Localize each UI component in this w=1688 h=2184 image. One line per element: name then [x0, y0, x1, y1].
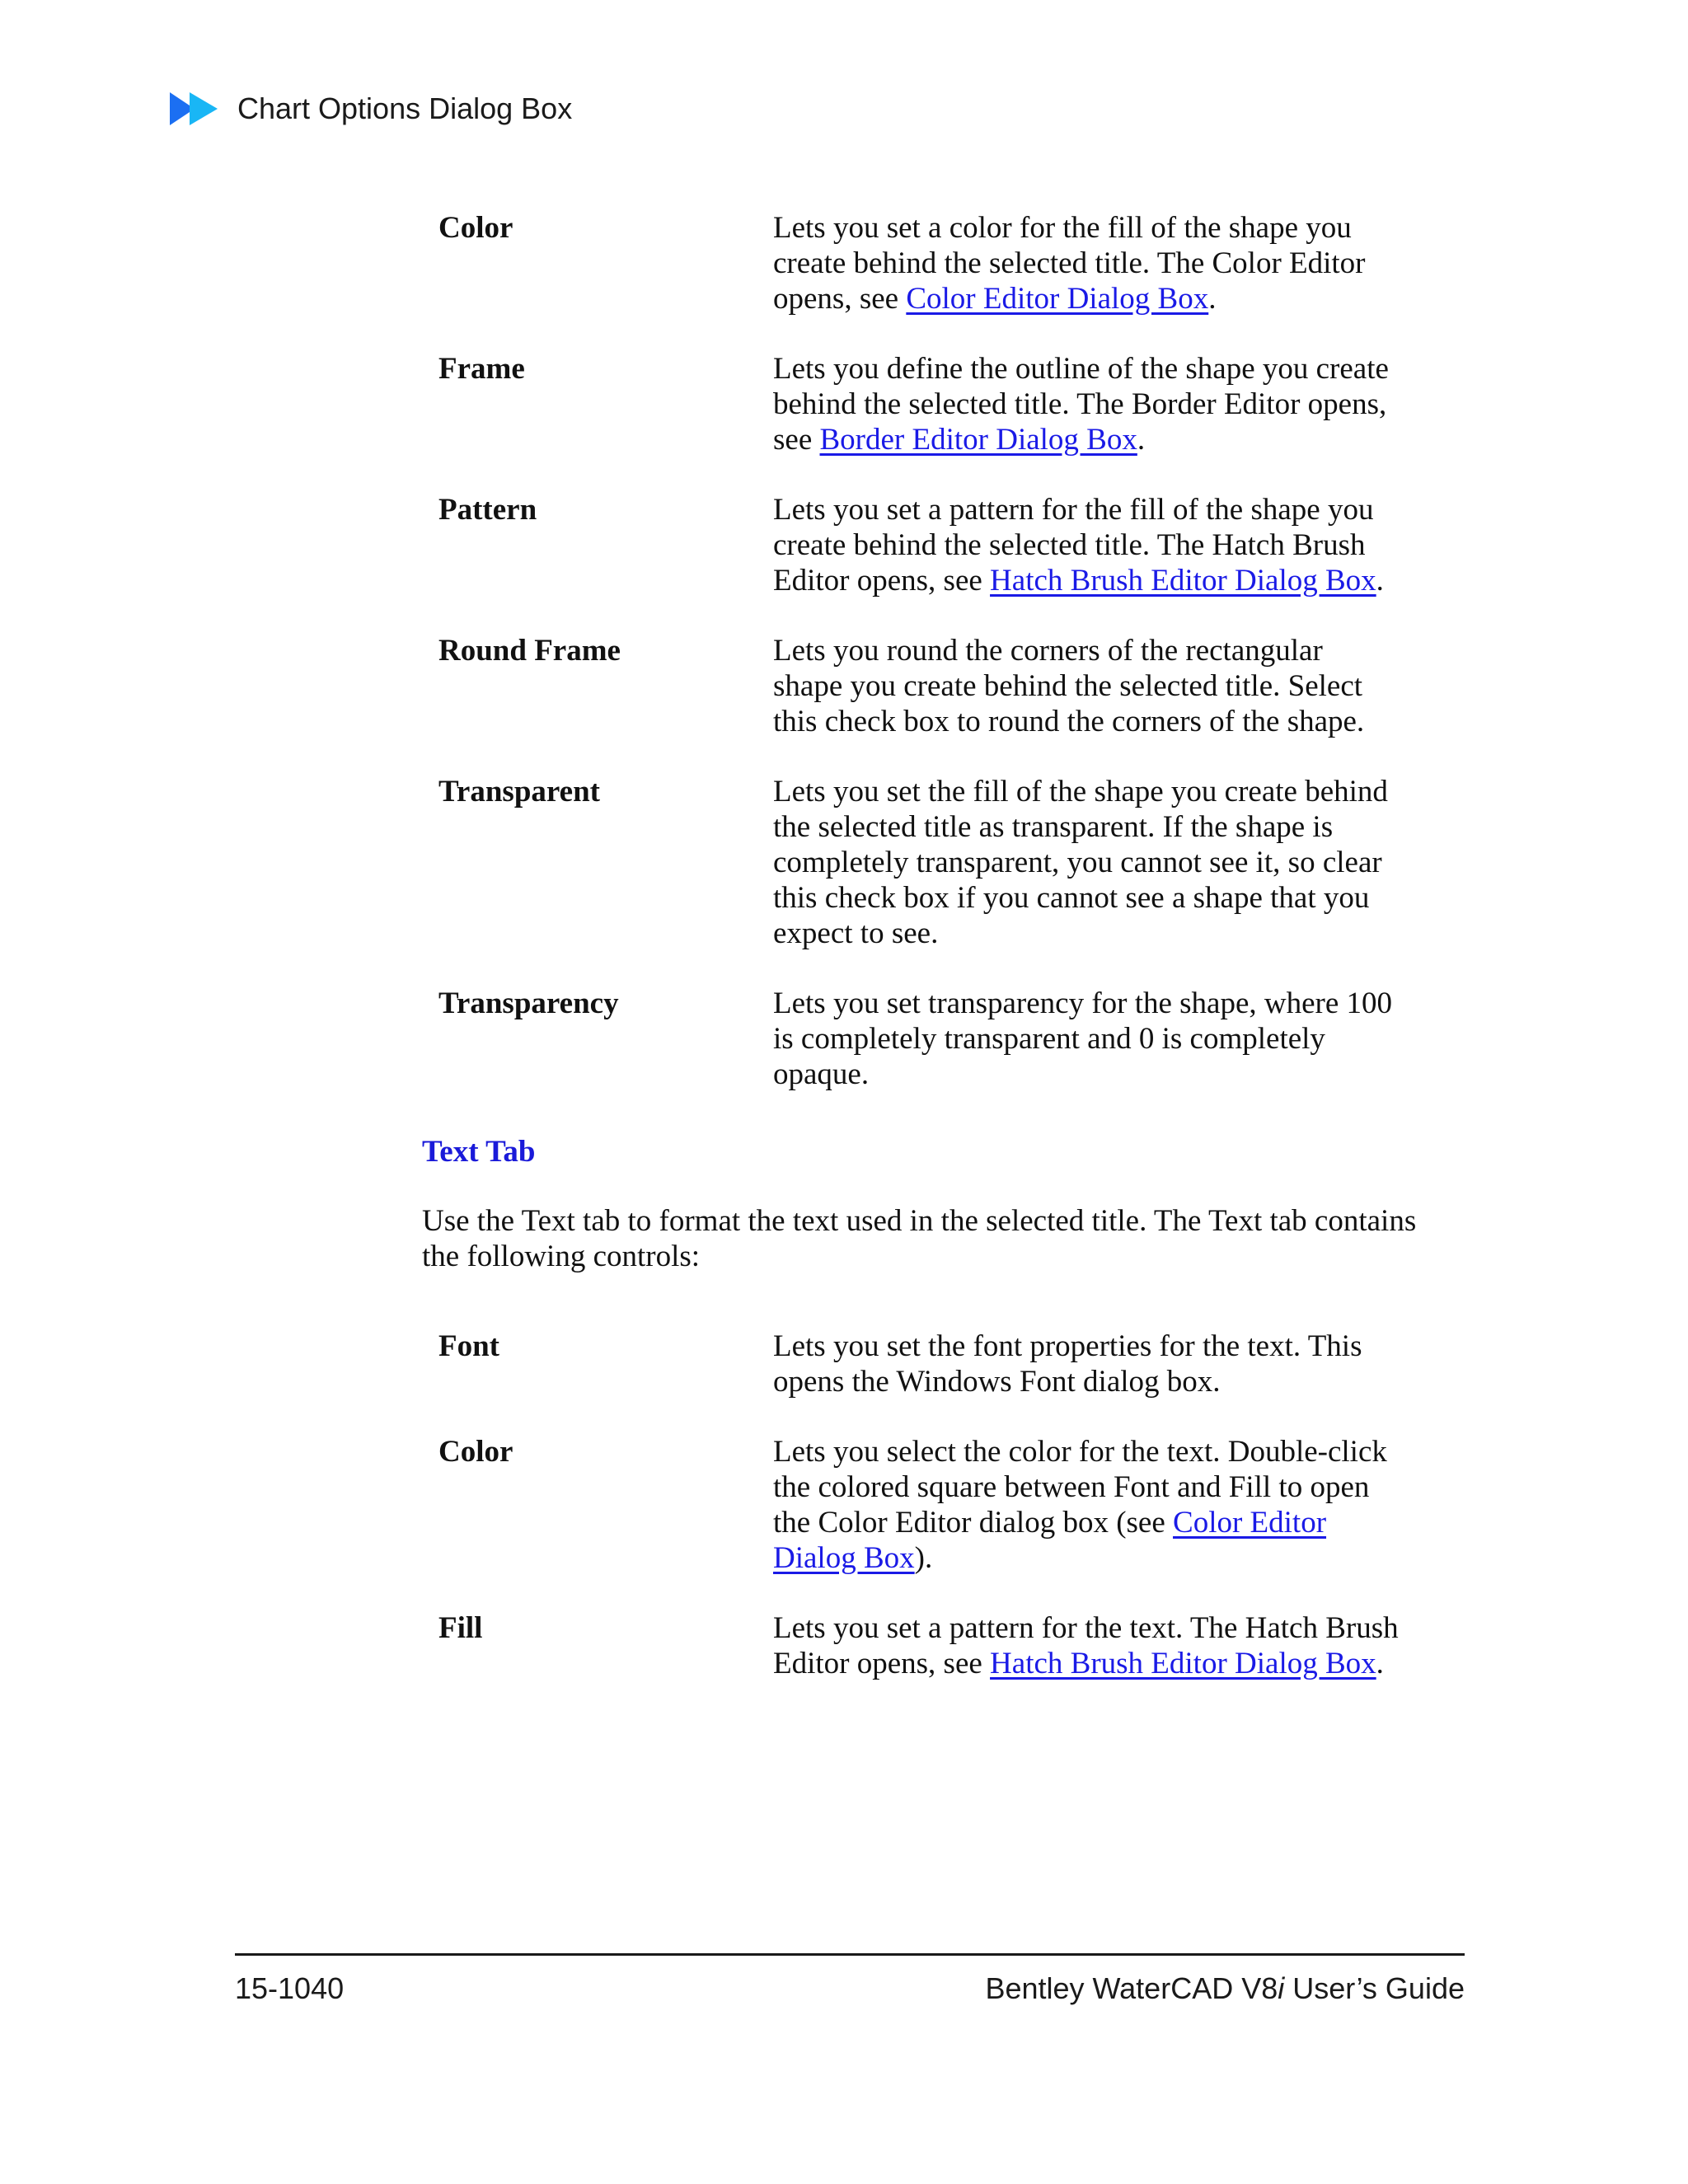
definition-description — [773, 1610, 1400, 1681]
color-editor-link[interactable]: Color Editor Dialog Box — [906, 282, 1209, 316]
definition-term: Transparent — [438, 775, 600, 808]
guide-title — [985, 1971, 1465, 2006]
definition-row-text-color — [438, 1434, 1477, 1576]
header-title: Chart Options Dialog Box — [237, 91, 573, 125]
definition-row-transparency — [438, 986, 1477, 1092]
definition-description — [773, 351, 1400, 457]
definition-term: Color — [438, 1435, 513, 1469]
definition-text-end: . — [1376, 1647, 1384, 1680]
definition-term: Fill — [438, 1611, 483, 1645]
hatch-brush-editor-link[interactable]: Hatch Brush Editor Dialog Box — [990, 1647, 1376, 1680]
border-editor-link[interactable]: Border Editor Dialog Box — [819, 423, 1137, 457]
guide-title-italic: i — [1278, 1971, 1285, 2005]
definition-term: Round Frame — [438, 634, 621, 668]
definition-text: Lets you define the outline of the shape you create behind the selected title. The Border Editor opens, see — [773, 352, 1389, 457]
definition-term: Color — [438, 211, 513, 245]
definition-row-transparent — [438, 774, 1477, 951]
guide-title-suffix: User’s Guide — [1284, 1971, 1465, 2005]
definition-description — [773, 1434, 1400, 1576]
definition-text: Lets you select the color for the text. Double-click the colored square between Font and Fill to open the Color Editor dialog box (see — [773, 1435, 1387, 1540]
definition-term: Font — [438, 1329, 499, 1363]
footer-divider — [235, 1953, 1465, 1956]
page-header — [170, 86, 572, 132]
definition-text-end: . — [1137, 423, 1146, 457]
definition-description — [773, 492, 1400, 598]
definition-text-end: ). — [914, 1541, 933, 1575]
guide-title-prefix: Bentley WaterCAD V8 — [985, 1971, 1278, 2005]
definition-description — [773, 210, 1400, 316]
section-intro: Use the Text tab to format the text used in the selected title. The Text tab contains the following controls: — [422, 1204, 1417, 1273]
definition-text: Lets you set a pattern for the fill of the shape you create behind the selected title. The Hatch Brush Editor opens, see — [773, 493, 1374, 598]
definition-text: Lets you set the fill of the shape you create behind the selected title as transparent. If the shape is completely transparent, you cannot see it, so clear this check box if you cannot see a shape that you expect to see. — [773, 775, 1388, 950]
definition-term: Frame — [438, 352, 525, 386]
definition-term: Pattern — [438, 493, 537, 527]
definition-row-round-frame — [438, 633, 1477, 739]
definition-list-text-tab — [438, 1329, 1477, 1681]
definition-text-end: . — [1376, 564, 1384, 598]
definition-list-title-format — [438, 210, 1477, 1092]
section-heading: Text Tab — [422, 1135, 536, 1169]
page-number: 15-1040 — [235, 1971, 345, 2005]
definition-row-font — [438, 1329, 1477, 1399]
definition-description — [773, 774, 1400, 951]
definition-text: Lets you set transparency for the shape, where 100 is completely transparent and 0 is completely opaque. — [773, 987, 1393, 1091]
definition-text: Lets you round the corners of the rectangular shape you create behind the selected title. Select this check box to round the corners of the shape. — [773, 634, 1365, 738]
definition-row-frame — [438, 351, 1477, 457]
color-editor-link[interactable]: Color Editor Dialog Box — [773, 1506, 1327, 1575]
definition-row-fill — [438, 1610, 1477, 1681]
definition-text: Lets you set a pattern for the text. The Hatch Brush Editor opens, see — [773, 1611, 1399, 1680]
definition-row-pattern — [438, 492, 1477, 598]
definition-text-end: . — [1208, 282, 1217, 316]
double-arrow-icon — [170, 91, 221, 127]
definition-description — [773, 1329, 1400, 1399]
definition-text: Lets you set the font properties for the text. This opens the Windows Font dialog box. — [773, 1329, 1362, 1399]
definition-text: Lets you set a color for the fill of the shape you create behind the selected title. The Color Editor opens, see — [773, 211, 1366, 316]
hatch-brush-editor-link[interactable]: Hatch Brush Editor Dialog Box — [990, 564, 1376, 598]
definition-term: Transparency — [438, 987, 619, 1020]
definition-description — [773, 633, 1400, 739]
definition-description — [773, 986, 1400, 1092]
definition-row-color — [438, 210, 1477, 316]
